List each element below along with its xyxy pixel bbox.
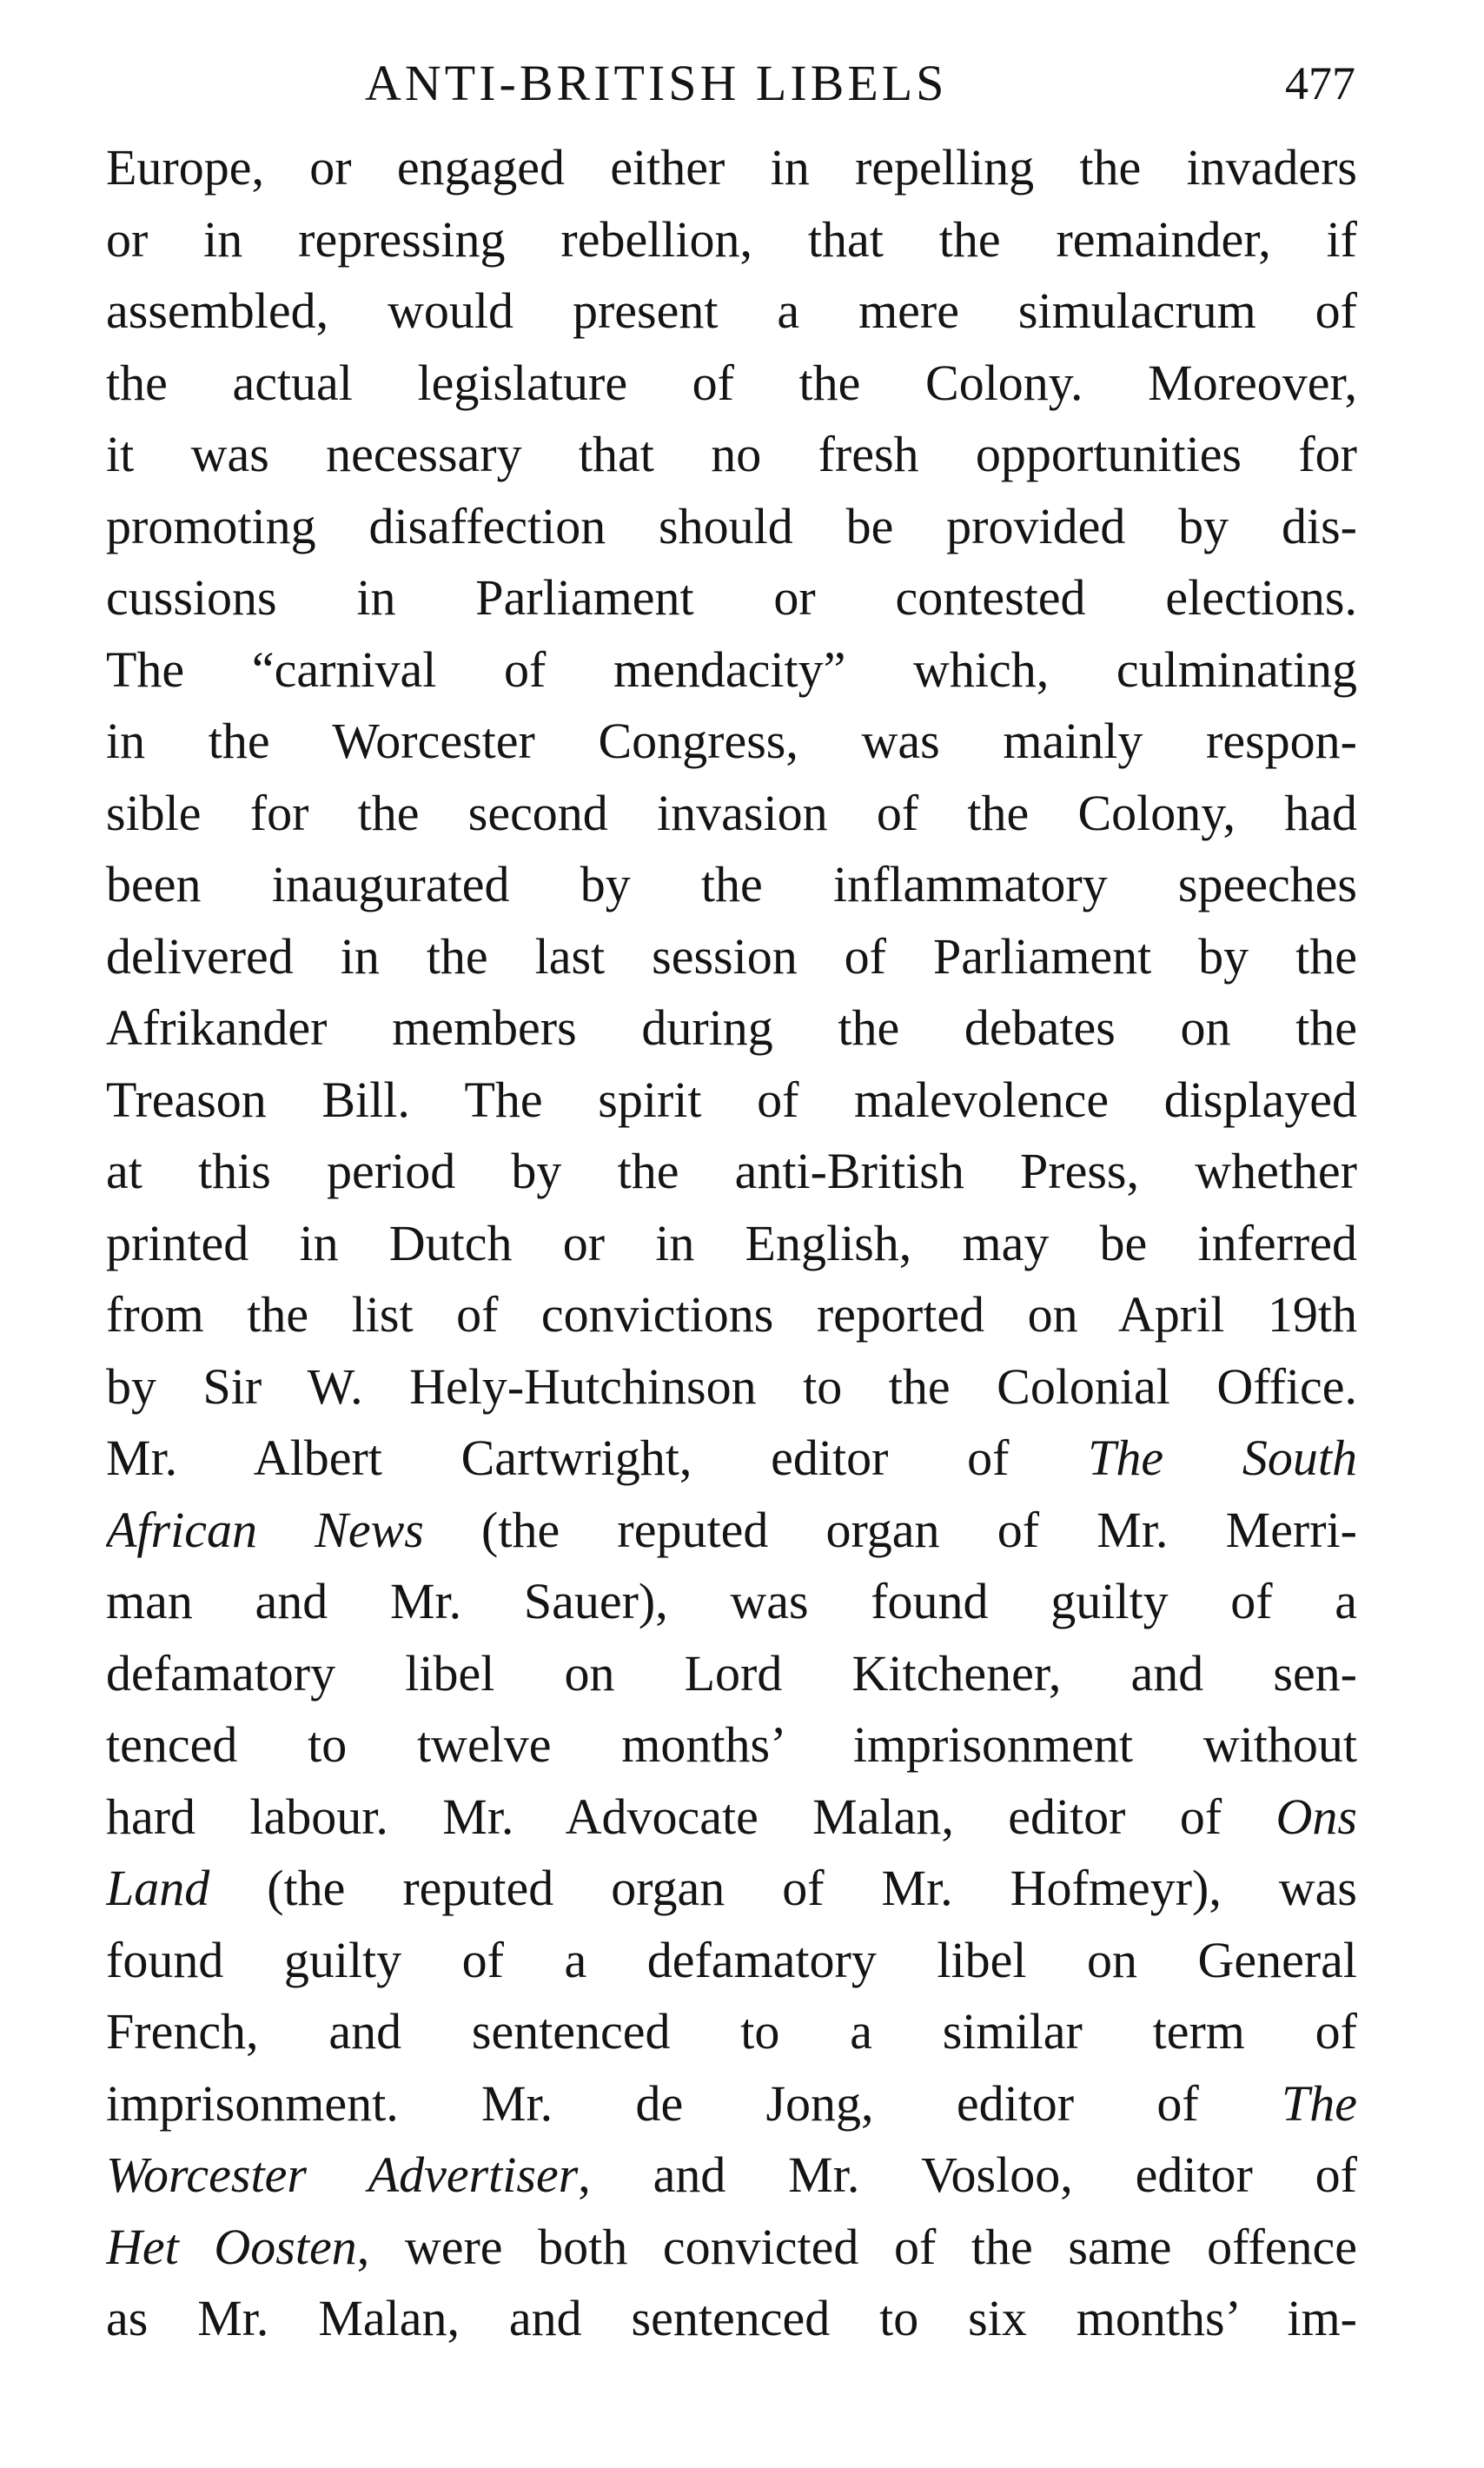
italic-title: Worcester Advertiser [106,2146,579,2203]
page-number: 477 [1285,57,1355,109]
text-line-12: delivered in the last session of Parliament by the [106,927,1357,985]
text-line-25: Land (the reputed organ of Mr. Hofmeyr), was [106,1860,1357,1916]
italic-title: The South [1088,1430,1357,1486]
text-line-3: assembled, would present a mere simulacrum of [106,282,1357,339]
text-line-16: printed in Dutch or in English, may be inferred [106,1214,1357,1271]
text-line-13: Afrikander members during the debates on the [106,999,1357,1056]
text-line-15: at this period by the anti-British Press, whether [106,1143,1357,1199]
italic-title: African News [106,1501,424,1558]
text-line-11: been inaugurated by the inflammatory speeches [106,856,1357,912]
text-line-29: Worcester Advertiser, and Mr. Vosloo, editor of [106,2146,1357,2203]
text-line-23: tenced to twelve months’ imprisonment without [106,1716,1357,1773]
body-text [106,132,1357,2355]
text-line-19: Mr. Albert Cartwright, editor of The South [106,1430,1357,1486]
text-line-20: African News (the reputed organ of Mr. Merri- [106,1501,1357,1558]
text-line-1: Europe, or engaged either in repelling the invaders [106,139,1357,196]
text-line-18: by Sir W. Hely-Hutchinson to the Colonial Office. [106,1357,1357,1415]
text-line-24: hard labour. Mr. Advocate Malan, editor of Ons [106,1788,1357,1845]
text-line-6: promoting disaffection should be provided by dis- [106,497,1357,554]
text-line-2: or in repressing rebellion, that the remainder, if [106,210,1357,268]
text-line-21: man and Mr. Sauer), was found guilty of a [106,1573,1357,1629]
italic-title: Het Oosten [106,2218,357,2275]
text-line-4: the actual legislature of the Colony. Moreover, [106,354,1357,411]
text-line-31: as Mr. Malan, and sentenced to six months’ im- [106,2290,1357,2346]
text-line-8: The “carnival of mendacity” which, culminating [106,640,1357,698]
text-line-14: Treason Bill. The spirit of malevolence displayed [106,1071,1357,1128]
text-line-26: found guilty of a defamatory libel on General [106,1931,1357,1988]
text-line-30: Het Oosten, were both convicted of the same offence [106,2218,1357,2275]
text-line-5: it was necessary that no fresh opportunities for [106,426,1357,482]
page-header [104,49,1355,118]
italic-title: Ons [1275,1788,1357,1845]
text-line-22: defamatory libel on Lord Kitchener, and sen- [106,1644,1357,1702]
text-line-9: in the Worcester Congress, was mainly respon- [106,713,1357,769]
text-line-28: imprisonment. Mr. de Jong, editor of The [106,2074,1357,2132]
italic-title: Land [106,1860,210,1916]
text-line-10: sible for the second invasion of the Colony, had [106,784,1357,841]
text-line-7: cussions in Parliament or contested elections. [106,569,1357,626]
text-line-27: French, and sentenced to a similar term of [106,2003,1357,2060]
italic-title: The [1282,2074,1357,2132]
running-head: ANTI-BRITISH LIBELS [365,55,948,111]
text-line-17: from the list of convictions reported on April 19th [106,1286,1357,1343]
